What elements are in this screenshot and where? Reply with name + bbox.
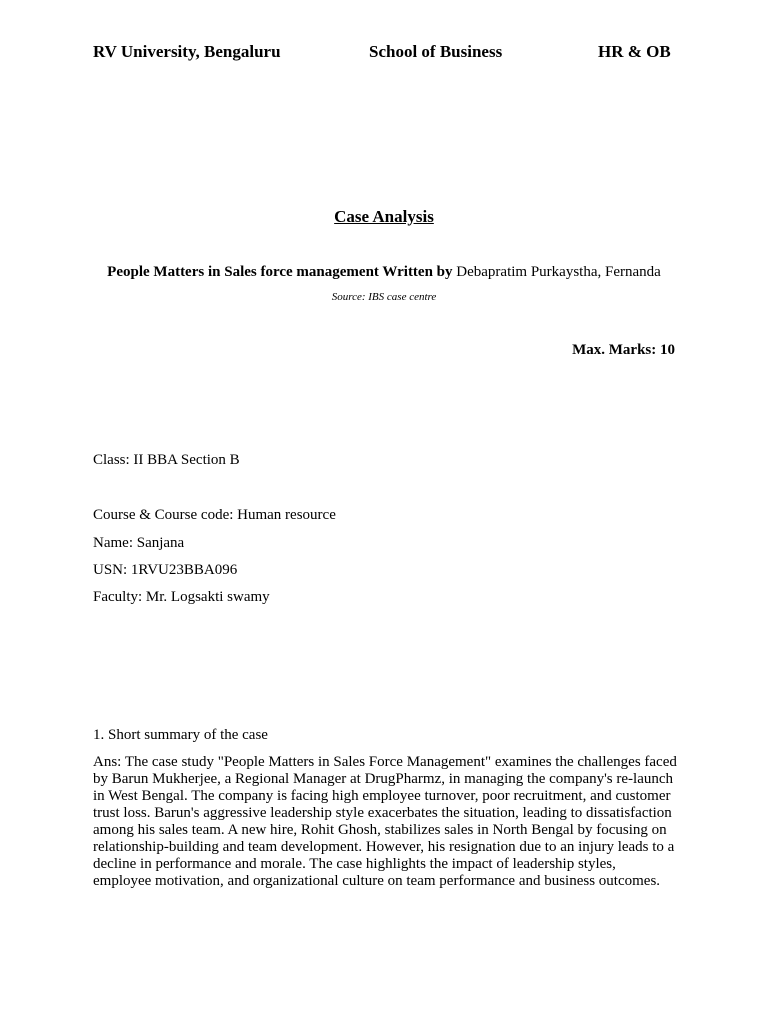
answer-1: Ans: The case study "People Matters in Sales Force Management" examines the challenges faced by Barun Mukherjee, a Regional Manager at DrugPharmz, in managing the company's re-launch in West Bengal. The company is facing high employee turnover, poor recruitment, and customer trust loss. Barun's aggressive leadership style exacerbates the situation, leading to dissatisfaction among his sales team. A new hire, Rohit Ghosh, stabilizes sales in North Bengal by focusing on relationship-building and team development. However, his resignation due to an injury leads to a decline in performance and morale. The case highlights the impact of leadership styles, employee motivation, and organizational culture on team performance and business outcomes. bbox=[93, 754, 677, 889]
document-title: Case Analysis bbox=[334, 207, 434, 226]
max-marks: Max. Marks: 10 bbox=[572, 342, 675, 358]
name-info: Name: Sanjana bbox=[93, 535, 185, 551]
case-source: Source: IBS case centre bbox=[331, 291, 437, 303]
case-subtitle bbox=[0, 264, 768, 281]
usn-info: USN: 1RVU23BBA096 bbox=[93, 562, 238, 578]
course-info: Course & Course code: Human resource bbox=[93, 507, 336, 523]
question-1: 1. Short summary of the case bbox=[93, 727, 268, 743]
subtitle-authors: Debapratim Purkaystha, Fernanda bbox=[456, 264, 661, 280]
subtitle-bold-part: People Matters in Sales force management Written by bbox=[107, 264, 453, 280]
header-department: HR & OB bbox=[598, 42, 671, 61]
faculty-info: Faculty: Mr. Logsakti swamy bbox=[93, 589, 270, 605]
class-info: Class: II BBA Section B bbox=[93, 452, 240, 468]
header-university: RV University, Bengaluru bbox=[93, 42, 281, 61]
header-school: School of Business bbox=[369, 42, 503, 61]
